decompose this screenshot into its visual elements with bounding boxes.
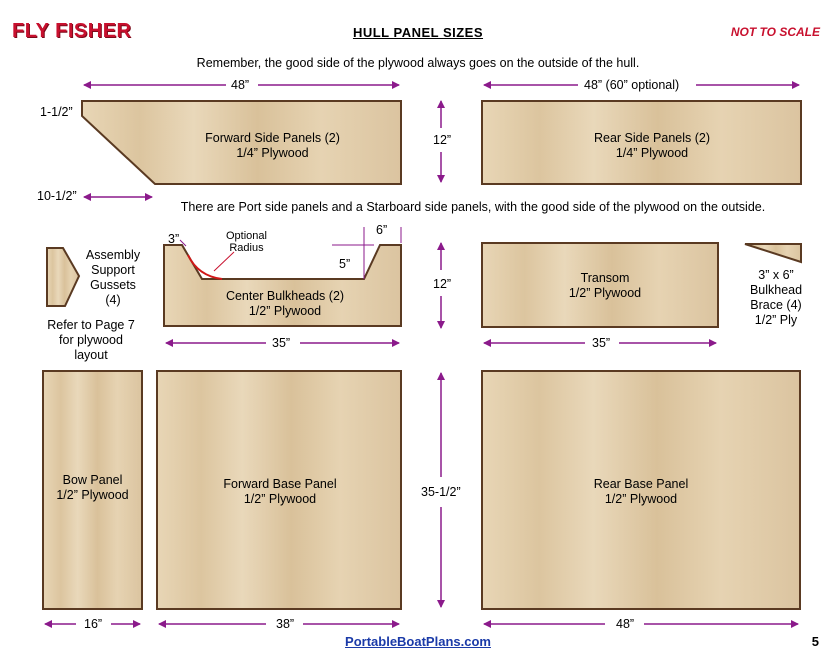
rear-side-panel-material: 1/4” Plywood [615,146,689,160]
gussets-line2: Support [91,263,135,277]
dim-bulkhead-height: 12” [433,277,452,291]
page-title: HULL PANEL SIZES [352,25,484,40]
website-link[interactable]: PortableBoatPlans.com [345,634,491,649]
dim-fwd-base-width: 38” [276,617,295,631]
rear-base-panel-label [541,477,741,507]
rear-side-panel-label [552,131,752,161]
transom-material: 1/2” Plywood [568,286,642,300]
dim-taper-bottom: 10-1/2” [37,189,77,203]
brace-line2: Bulkhead [749,283,803,297]
scale-note: NOT TO SCALE [730,25,820,39]
forward-side-panel-material: 1/4” Plywood [236,146,309,160]
optional-radius-leader [214,252,234,271]
forward-base-panel-label [180,477,380,507]
center-bulkhead-label [190,289,380,319]
bulkhead-brace-shape [745,244,801,262]
rear-base-panel-name: Rear Base Panel [593,477,689,491]
dim-base-height: 35-1/2” [421,485,461,499]
gussets-line1: Assembly [85,248,141,262]
brace-line4: 1/2” Ply [754,313,798,327]
dim-side-height: 12” [433,133,452,147]
note-good-side: Remember, the good side of the plywood always goes on the outside of the hull. [196,56,640,70]
dim-notch-depth: 5” [339,257,351,271]
dim-bulkhead-width: 35” [272,336,291,350]
transom-name: Transom [580,271,630,285]
dim-rear-side-width: 48” (60” optional) [584,78,680,92]
forward-base-panel-name: Forward Base Panel [223,477,337,491]
gussets-label [78,248,148,308]
rear-side-panel-name: Rear Side Panels (2) [593,131,711,145]
brace-label [740,268,812,328]
refer-page-note [36,318,146,363]
forward-side-panel-name: Forward Side Panels (2) [205,131,340,145]
gussets-line3: Gussets [90,278,136,292]
forward-base-panel-material: 1/2” Plywood [243,492,317,506]
page-number: 5 [811,634,819,649]
rear-base-panel-material: 1/2” Plywood [604,492,678,506]
dim-transom-width: 35” [592,336,611,350]
bow-panel-label [43,473,142,503]
dim-notch-left: 3” [168,232,180,246]
optional-radius-line2: Radius [229,242,264,254]
dim-bow-width: 16” [84,617,103,631]
optional-radius-label [226,230,267,254]
gusset-shape [47,248,79,306]
bow-panel-material: 1/2” Plywood [56,488,129,502]
refer-line3: layout [74,348,108,362]
note-port-starboard: There are Port side panels and a Starboard side panels, with the good side of the plywood on the outside. [180,200,766,214]
center-bulkhead-name: Center Bulkheads (2) [225,289,345,303]
brace-line1: 3” x 6” [758,268,794,282]
refer-line2: for plywood [59,333,123,347]
center-bulkhead-material: 1/2” Plywood [248,304,322,318]
forward-side-panel-label [180,131,365,161]
bow-panel-name: Bow Panel [62,473,123,487]
gussets-line4: (4) [105,293,121,307]
brand-logo: FLY FISHER [12,20,132,42]
optional-radius-line1: Optional [226,230,267,242]
dim-taper-top: 1-1/2” [40,105,73,119]
dim-notch-right: 6” [376,223,388,237]
transom-label [530,271,680,301]
refer-line1: Refer to Page 7 [47,318,135,332]
brace-line3: Brace (4) [750,298,802,312]
dim-rear-base-width: 48” [616,617,635,631]
dim-fwd-side-width: 48” [231,78,250,92]
